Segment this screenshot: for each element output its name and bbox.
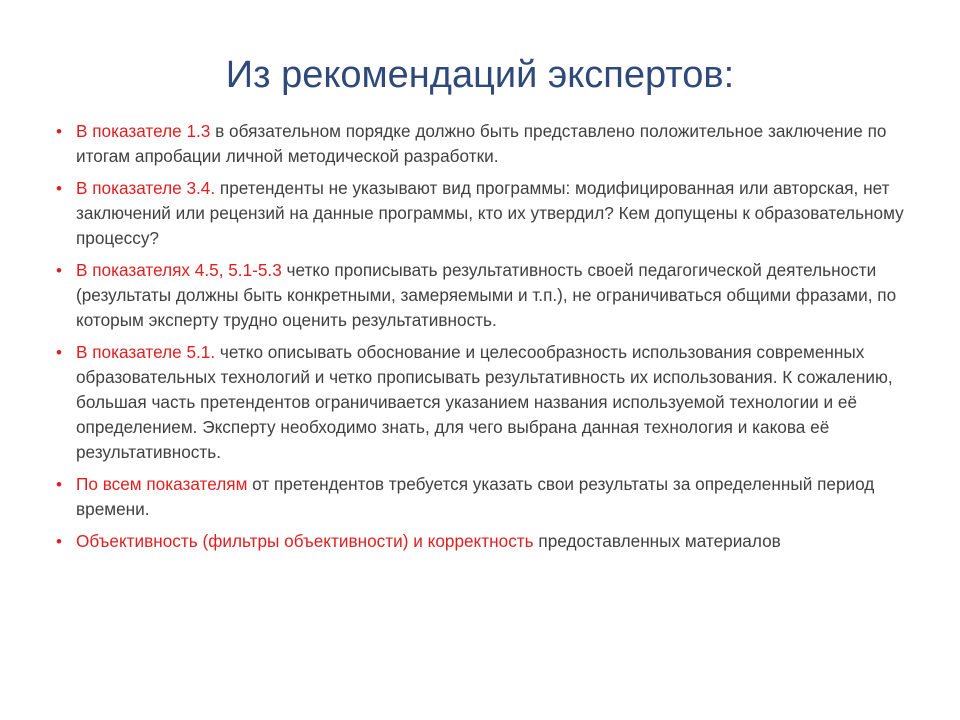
bullet-text: четко прописывать результативность своей педагогической деятельности (результаты должны быть конкретными, замеряемыми и т.п.), не ограничиваться общими фразами, по которым эксперту трудно оценить результативность.	[76, 260, 897, 330]
bullet-item	[56, 176, 916, 251]
bullet-marker: •	[56, 179, 62, 198]
bullet-marker: •	[56, 532, 62, 551]
bullet-highlight: В показателе 3.4.	[76, 178, 216, 198]
bullet-text: от претендентов требуется указать свои результаты за определенный период времени.	[76, 474, 875, 519]
bullet-marker: •	[56, 475, 62, 494]
bullet-text: четко описывать обоснование и целесообразность использования современных образовательных технологий и четко прописывать результативность их использования. К сожалению, большая часть претендентов ограничивается указанием названия используемой технологии и её определением. Эксперту необходимо знать, для чего выбрана данная технология и какова её результативность.	[76, 342, 893, 462]
bullet-list	[56, 119, 916, 561]
bullet-text: претенденты не указывают вид программы: модифицированная или авторская, нет заключений или рецензий на данные программы, кто их утвердил? Кем допущены к образовательному процессу?	[76, 178, 904, 248]
bullet-marker: •	[56, 261, 62, 280]
bullet-text: предоставленных материалов	[533, 531, 781, 551]
bullet-marker: •	[56, 122, 62, 141]
bullet-item	[56, 340, 916, 465]
bullet-item	[56, 258, 916, 333]
bullet-highlight: В показателе 1.3	[76, 121, 211, 141]
bullet-item	[56, 472, 916, 522]
bullet-item	[56, 119, 916, 169]
bullet-text: в обязательном порядке должно быть представлено положительное заключение по итогам апробации личной методической разработки.	[76, 121, 887, 166]
bullet-highlight: Объективность (фильтры объективности) и корректность	[76, 531, 534, 551]
bullet-highlight: В показателе 5.1.	[76, 342, 216, 362]
bullet-highlight: По всем показателям	[76, 474, 248, 494]
slide-title: Из рекомендаций экспертов:	[225, 54, 735, 96]
bullet-marker: •	[56, 343, 62, 362]
bullet-item	[56, 529, 916, 554]
bullet-highlight: В показателях 4.5, 5.1-5.3	[76, 260, 282, 280]
